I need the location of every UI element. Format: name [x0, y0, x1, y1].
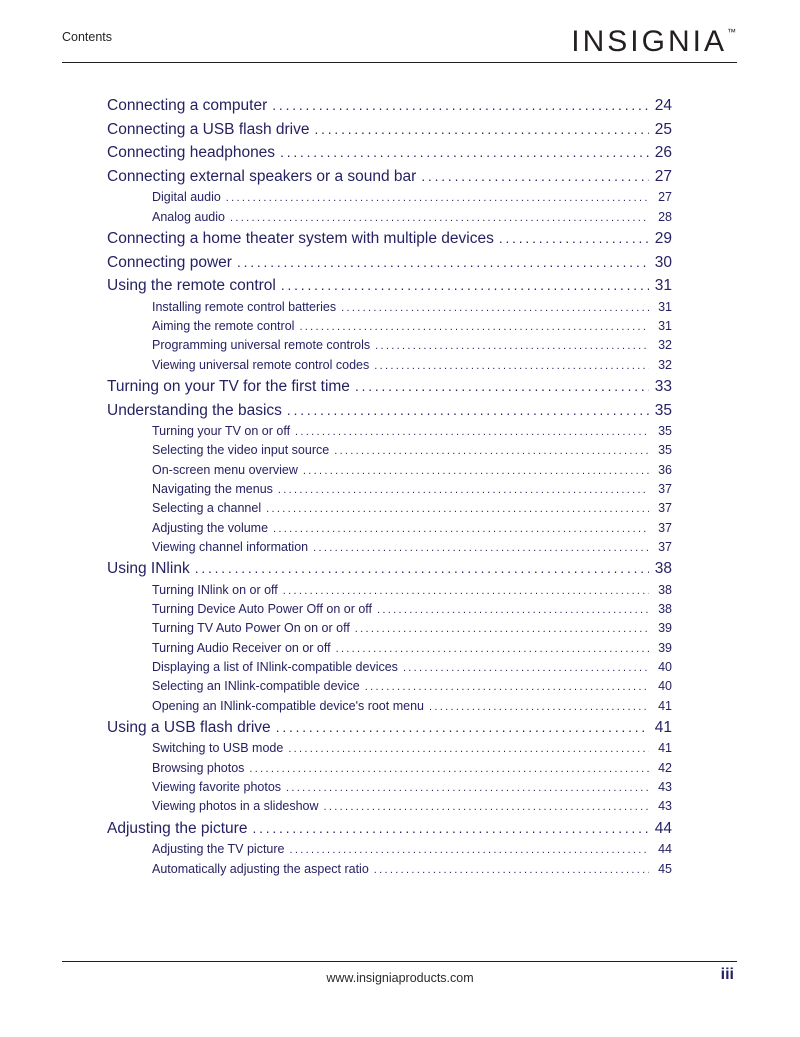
toc-entry[interactable] [107, 227, 672, 251]
dot-leader [295, 422, 649, 442]
toc-entry-title: Adjusting the volume [152, 520, 269, 535]
dot-leader [280, 141, 649, 165]
toc-entry-page: 35 [658, 424, 672, 439]
dot-leader [230, 208, 649, 228]
dot-leader [421, 165, 649, 189]
toc-entry-page: 38 [654, 560, 672, 578]
dot-leader [272, 94, 649, 118]
toc-entry-title: Selecting an INlink-compatible device [152, 679, 360, 694]
toc-entry-page: 25 [654, 120, 672, 138]
insignia-wordmark: INSIGNIA [571, 25, 727, 58]
toc-entry[interactable] [107, 251, 672, 275]
toc-entry-title: Browsing photos [152, 760, 245, 775]
toc-entry-page: 41 [654, 718, 672, 736]
toc-entry-title: Viewing photos in a slideshow [152, 799, 319, 814]
toc-entry-page: 44 [654, 819, 672, 837]
toc-entry-title: Connecting a computer [107, 97, 268, 114]
toc-entry-page: 38 [658, 602, 672, 617]
toc-entry-page: 43 [658, 799, 672, 814]
toc-entry-title: Digital audio [152, 190, 221, 205]
dot-leader [303, 461, 649, 481]
dot-leader [226, 188, 649, 208]
toc-entry-page: 40 [658, 679, 672, 694]
toc-entry[interactable] [107, 141, 672, 165]
dot-leader [324, 797, 649, 817]
toc-entry-title: Connecting power [107, 253, 232, 271]
toc-entry-page: 40 [658, 659, 672, 674]
toc-entry-title: Turning your TV on or off [152, 424, 291, 439]
toc-entry-page: 36 [658, 462, 672, 477]
toc-entry[interactable] [107, 538, 672, 557]
toc-entry[interactable] [107, 94, 672, 118]
toc-entry[interactable] [107, 519, 672, 538]
toc-entry-title: Using a USB flash drive [107, 718, 271, 736]
toc-entry-title: Connecting a USB flash drive [107, 120, 310, 138]
dot-leader [237, 251, 649, 275]
dot-leader [249, 759, 649, 779]
toc-entry-title: Analog audio [152, 209, 225, 224]
toc-entry-page: 37 [658, 501, 672, 516]
toc-entry-title: Turning INlink on or off [152, 582, 278, 597]
dot-leader [273, 519, 649, 539]
toc-entry-title: Using INlink [107, 560, 190, 578]
toc-entry-page: 37 [658, 482, 672, 497]
toc-entry-title: Viewing favorite photos [152, 780, 282, 795]
toc-entry-page: 37 [658, 539, 672, 554]
toc-entry[interactable] [107, 356, 672, 375]
toc-entry[interactable] [107, 422, 672, 441]
dot-leader [403, 658, 649, 678]
toc-entry-title: Turning Audio Receiver on or off [152, 640, 331, 655]
toc-entry[interactable] [107, 499, 672, 518]
toc-entry[interactable] [107, 600, 672, 619]
toc-entry[interactable] [107, 739, 672, 758]
toc-entry-page: 33 [654, 377, 672, 395]
toc-entry-page: 26 [654, 144, 672, 162]
toc-entry[interactable] [107, 716, 672, 740]
toc-entry-title: Navigating the menus [152, 482, 273, 497]
dot-leader [195, 557, 649, 581]
dot-leader [313, 538, 649, 558]
toc-entry[interactable] [107, 480, 672, 499]
toc-entry-page: 27 [654, 167, 672, 185]
toc-entry-page: 29 [654, 229, 672, 247]
toc-entry-title: Viewing channel information [152, 539, 309, 554]
toc-entry[interactable] [107, 165, 672, 189]
toc-entry-page: 42 [658, 760, 672, 775]
toc-entry-title: On-screen menu overview [152, 462, 298, 477]
dot-leader [365, 677, 649, 697]
dot-leader [287, 399, 649, 423]
toc-entry-title: Adjusting the TV picture [152, 842, 285, 857]
toc-entry-page: 38 [658, 582, 672, 597]
toc-entry[interactable] [107, 759, 672, 778]
toc-entry[interactable] [107, 778, 672, 797]
dot-leader [341, 298, 649, 318]
toc-entry-page: 30 [654, 253, 672, 271]
toc-entry-page: 45 [658, 861, 672, 876]
dot-leader [355, 619, 649, 639]
toc-entry-title: Automatically adjusting the aspect ratio [152, 861, 369, 876]
toc-entry-title: Using the remote control [107, 277, 276, 295]
trademark-symbol: ™ [727, 27, 736, 37]
toc-entry-page: 31 [658, 299, 672, 314]
toc-entry-title: Aiming the remote control [152, 319, 295, 334]
toc-entry-page: 39 [658, 640, 672, 655]
dot-leader [289, 840, 649, 860]
toc-entry-page: 44 [658, 842, 672, 857]
dot-leader [281, 274, 649, 298]
dot-leader [286, 778, 649, 798]
toc-entry-title: Connecting a home theater system with multiple devices [107, 229, 494, 247]
toc-entry[interactable] [107, 840, 672, 859]
toc-entry[interactable] [107, 658, 672, 677]
toc-entry[interactable] [107, 118, 672, 142]
toc-entry-title: Connecting external speakers or a sound bar [107, 167, 417, 185]
contents-label: Contents [62, 30, 113, 44]
toc-entry-page: 32 [658, 357, 672, 372]
dot-leader [276, 716, 649, 740]
dot-leader [336, 639, 649, 659]
toc-entry[interactable] [107, 188, 672, 207]
toc-entry-page: 37 [658, 520, 672, 535]
toc-entry[interactable] [107, 797, 672, 816]
page-number: iii [720, 966, 734, 983]
insignia-logo [571, 27, 736, 57]
dot-leader [375, 336, 649, 356]
toc-entry-page: 35 [654, 401, 672, 419]
toc-entry-title: Selecting the video input source [152, 443, 330, 458]
toc-entry-title: Understanding the basics [107, 401, 282, 419]
toc-entry-title: Turning TV Auto Power On on or off [152, 621, 350, 636]
dot-leader [377, 600, 649, 620]
footer-rule [62, 961, 737, 962]
dot-leader [283, 581, 649, 601]
toc-entry-title: Installing remote control batteries [152, 299, 337, 314]
toc-list [107, 94, 672, 879]
toc-entry-title: Switching to USB mode [152, 741, 284, 756]
toc-entry[interactable] [107, 441, 672, 460]
toc-entry-title: Opening an INlink-compatible device's root menu [152, 698, 424, 713]
toc-entry[interactable] [107, 677, 672, 696]
toc-entry[interactable] [107, 298, 672, 317]
toc-entry-title: Turning on your TV for the first time [107, 377, 350, 395]
toc-entry-page: 28 [658, 209, 672, 224]
toc-entry[interactable] [107, 697, 672, 716]
toc-entry[interactable] [107, 208, 672, 227]
dot-leader [314, 118, 649, 142]
toc-entry[interactable] [107, 557, 672, 581]
toc-entry[interactable] [107, 274, 672, 298]
dot-leader [355, 375, 649, 399]
toc-entry-title: Programming universal remote controls [152, 338, 371, 353]
toc-entry[interactable] [107, 860, 672, 879]
toc-entry-page: 43 [658, 780, 672, 795]
toc-entry-page: 41 [658, 698, 672, 713]
toc-entry[interactable] [107, 817, 672, 841]
toc-entry-title: Connecting headphones [107, 144, 276, 162]
toc-entry[interactable] [107, 461, 672, 480]
toc-entry[interactable] [107, 336, 672, 355]
toc-entry[interactable] [107, 581, 672, 600]
dot-leader [334, 441, 649, 461]
toc-entry-title: Selecting a channel [152, 501, 262, 516]
dot-leader [374, 860, 649, 880]
toc-entry[interactable] [107, 639, 672, 658]
footer-url[interactable]: www.insigniaproducts.com [326, 971, 474, 985]
toc-entry-page: 31 [658, 319, 672, 334]
dot-leader [299, 317, 649, 337]
toc-entry-page: 27 [658, 190, 672, 205]
toc-entry[interactable] [107, 317, 672, 336]
toc-entry-title: Displaying a list of INlink-compatible devices [152, 659, 398, 674]
dot-leader [278, 480, 649, 500]
toc-entry[interactable] [107, 399, 672, 423]
toc-entry-page: 32 [658, 338, 672, 353]
dot-leader [252, 817, 649, 841]
dot-leader [429, 697, 649, 717]
dot-leader [499, 227, 649, 251]
dot-leader [266, 499, 649, 519]
dot-leader [288, 739, 649, 759]
toc-entry-page: 39 [658, 621, 672, 636]
toc-entry-title: Adjusting the picture [107, 819, 248, 837]
header-rule [62, 62, 737, 63]
toc-entry-page: 35 [658, 443, 672, 458]
toc-entry[interactable] [107, 619, 672, 638]
toc-entry-page: 41 [658, 741, 672, 756]
toc-entry-page: 24 [654, 97, 672, 114]
toc-entry-page: 31 [654, 277, 672, 295]
toc-entry-title: Viewing universal remote control codes [152, 357, 370, 372]
dot-leader [374, 356, 649, 376]
toc-entry-title: Turning Device Auto Power Off on or off [152, 602, 373, 617]
toc-entry[interactable] [107, 375, 672, 399]
